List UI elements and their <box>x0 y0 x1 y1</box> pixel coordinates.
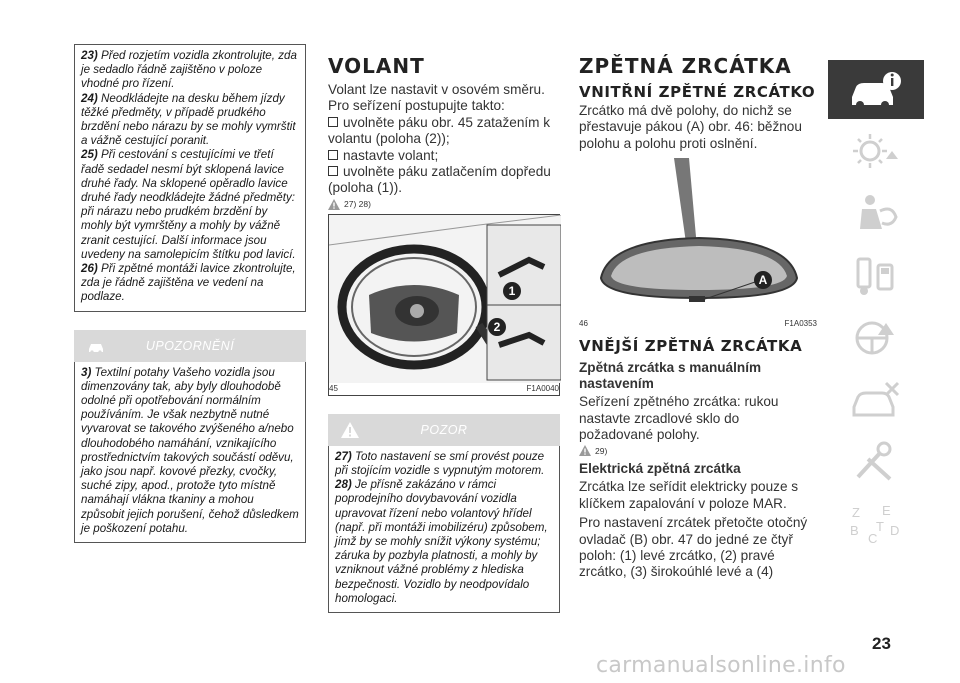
fig45-label-2: 2 <box>493 319 501 334</box>
tab-index[interactable] <box>828 494 924 553</box>
volant-refs: 27) 28) <box>328 199 560 210</box>
figure-46-mirror <box>579 158 817 330</box>
pozor-header <box>328 414 560 446</box>
fig45-label-1: 1 <box>508 283 516 298</box>
svg-text:T: T <box>876 518 884 534</box>
volant-step-1: uvolněte páku obr. 45 zatažením k volantu (poloha (2)); <box>328 115 560 148</box>
vnitrni-zrcatko-heading: VNITŘNÍ ZPĚTNÉ ZRCÁTKO <box>579 83 816 101</box>
fig46-code: F1A0353 <box>784 319 817 329</box>
note-25: 25) Při cestování s cestujícími ve třetí řadě sedadel nesmí být sklopená lavice druhé řady. Na sklopené opěradlo lavice druhé řady neodkládejte žádné předměty: při nárazu nebo prudkém brzdění by mohly být vymrštěny a mohly by vážně zranit cestující. Další informace jsou uvedeny na samolepicím štítku pod lavicí. <box>81 148 296 261</box>
car-info-icon <box>846 67 906 113</box>
column-2 <box>328 44 560 613</box>
zrcatka-refs: 29) <box>579 445 817 456</box>
warning-triangle-icon <box>328 199 340 210</box>
note-24: 24) Neodkládejte na desku během jízdy těžké předměty, v případě prudkého brzdění nebo nárazu by se mohly vymrštit a vážně cestující poranit. <box>81 91 296 148</box>
chapter-sidebar <box>828 60 924 556</box>
upozorneni-header <box>74 330 306 362</box>
svg-text:Z: Z <box>852 504 860 520</box>
key-fuel-icon <box>846 253 906 299</box>
vnejsi-zrcatka-heading: VNĚJŠÍ ZPĚTNÁ ZRCÁTKA <box>579 337 803 356</box>
figure-45-steering-wheel <box>328 214 560 396</box>
fig45-code: F1A0040 <box>526 383 559 393</box>
service-car-icon <box>846 377 906 423</box>
tab-safety[interactable] <box>828 184 924 243</box>
page-number: 23 <box>872 634 891 653</box>
tools-icon <box>846 439 906 485</box>
airbag-icon <box>846 191 906 237</box>
warning-triangle-icon <box>579 445 591 456</box>
note-23: 23) Před rozjetím vozidla zkontrolujte, zda je sedadlo řádně zajištěno v poloze vhodné pro řízení. <box>81 49 297 91</box>
svg-text:C: C <box>868 530 878 546</box>
pozor-title: POZOR <box>420 422 468 437</box>
svg-text:D: D <box>890 522 900 538</box>
tab-starting-driving[interactable] <box>828 246 924 305</box>
fig46-number: 46 <box>579 319 588 329</box>
note-26: 26) Při zpětné montáži lavice zkontrolujte, zda je řádně zajištěna ve vedení na podlaze. <box>81 262 296 304</box>
notes-box-3 <box>74 362 306 543</box>
volant-step-2: nastavte volant; <box>328 148 560 164</box>
fig46-label-a: A <box>758 273 768 288</box>
vnitrni-zrcatko-text: Zrcátko má dvě polohy, do nichž se přestavuje pákou (A) obr. 46: běžnou polohu a polohu proti oslnění. <box>579 103 802 151</box>
rearview-mirror-illustration <box>579 158 817 318</box>
elektricka-zrcatka-text-2: Pro nastavení zrcátek přetočte otočný ovladač (B) obr. 47 do jedné ze čtyř poloh: (1) levé zrcátko, (2) pravé zrcátko, (3) širokoúhlé levé a (4) <box>579 515 808 580</box>
volant-heading: VOLANT <box>328 54 425 78</box>
fig45-number: 45 <box>329 383 338 393</box>
manualni-nastaveni-heading: Zpětná zrcátka s manuálním nastavením <box>579 360 762 392</box>
svg-text:B: B <box>850 522 859 538</box>
manualni-nastaveni-text: Seřízení zpětného zrcátka: rukou nastavte zrcadlové sklo do požadované polohy. <box>579 394 779 443</box>
tab-emergency[interactable] <box>828 308 924 367</box>
notes-box-27-28 <box>328 446 560 613</box>
tab-warning-lights[interactable] <box>828 122 924 181</box>
tab-technical-data[interactable] <box>828 432 924 491</box>
volant-intro: Volant lze nastavit v osovém směru. Pro seřízení postupujte takto: <box>328 82 545 114</box>
elektricka-zrcatka-text-1: Zrcátka lze seřídit elektricky pouze s klíčkem zapalování v poloze MAR. <box>579 479 799 511</box>
steering-wheel-illustration <box>329 215 561 383</box>
tab-vehicle-info[interactable] <box>828 60 924 119</box>
warning-lights-icon <box>846 129 906 175</box>
volant-step-3: uvolněte páku zatlačením dopředu (poloha (1)). <box>328 164 560 197</box>
note-3: 3) Textilní potahy Vašeho vozidla jsou dimenzovány tak, aby byly dlouhodobě odolné při opotřebování normálním používáním. Je však nezbytně nutné vyvarovat se takového zvýšeného a/nebo dlouhodobého namáhání, vznikajícího prostřednictvím takových součástí oděvu, jako jsou např. kovové přezky, cvočky, suché zipy, apod., protože tyto místně namáhají vlákna tkaniny a mohou způsobit jejich porušení, čehož důsledkem je poškození potahu. <box>81 365 299 535</box>
upozorneni-title: UPOZORNĚNÍ <box>145 338 235 353</box>
zpetna-zrcatka-heading: ZPĚTNÁ ZRCÁTKA <box>579 54 792 78</box>
column-3 <box>579 44 817 581</box>
svg-text:E: E <box>882 502 891 518</box>
column-1 <box>74 44 306 543</box>
footer-watermark: carmanualsonline.info <box>596 653 846 678</box>
note-27: 27) Toto nastavení se smí provést pouze při stojícím vozidle s vypnutým motorem. <box>335 449 545 478</box>
elektricka-zrcatka-heading: Elektrická zpětná zrcátka <box>579 461 741 477</box>
index-letters-icon <box>846 501 906 547</box>
steering-warning-icon <box>846 315 906 361</box>
tab-maintenance[interactable] <box>828 370 924 429</box>
note-28: 28) Je přísně zakázáno v rámci poprodejního dovybavování vozidla upravovat řízení nebo volantový hřídel (např. při montáži imobilizéru) způsobem, jímž by se mohly snížit výkony systému; záruka by pozbyla platnosti, a mohly by vzniknout vážné problémy z hlediska bezpečnosti. Vozidlo by neodpovídalo homologaci. <box>335 478 548 605</box>
notes-box-23-26 <box>74 44 306 312</box>
